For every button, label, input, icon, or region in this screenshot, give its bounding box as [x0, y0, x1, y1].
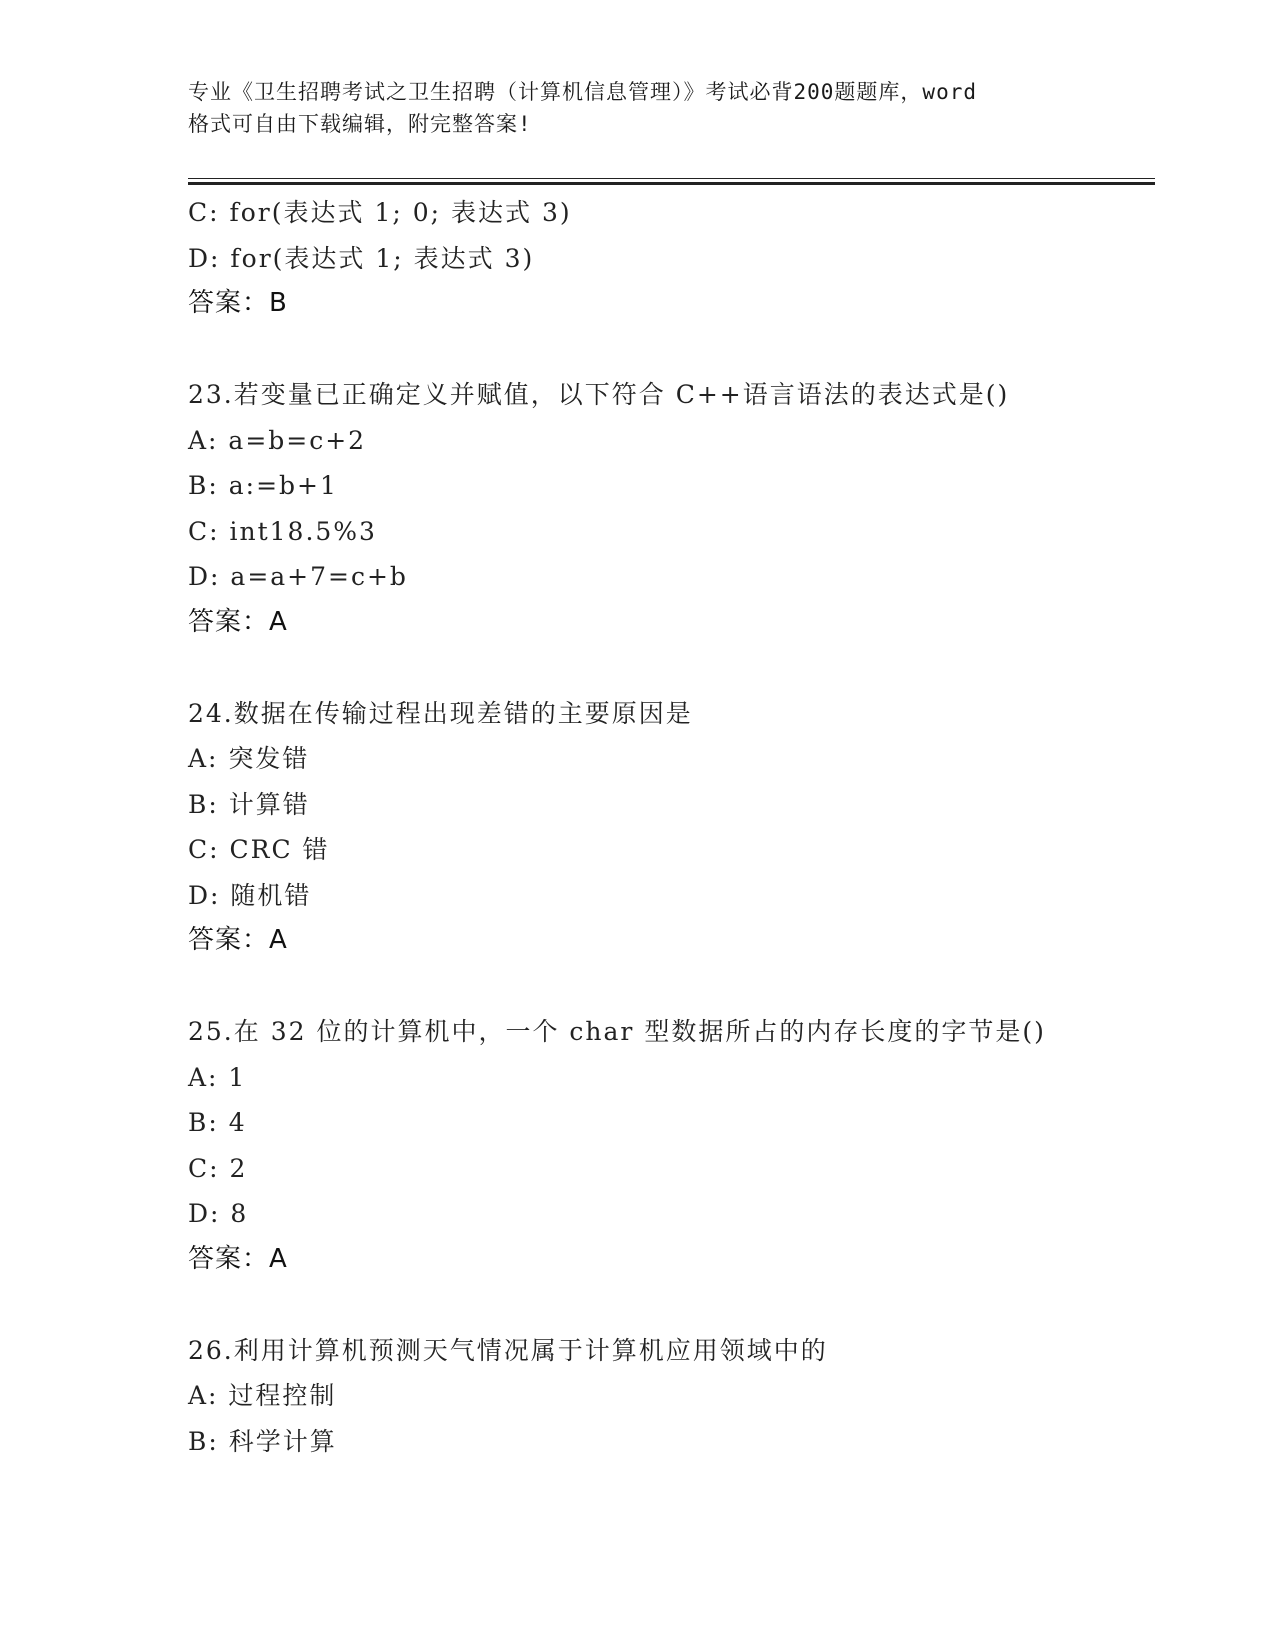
- question-25: [188, 1009, 1155, 1282]
- option-c: C: int18.5%3: [188, 516, 377, 546]
- question-stem: 26.利用计算机预测天气情况属于计算机应用领域中的: [188, 1335, 828, 1365]
- answer-label: 答案：A: [188, 1243, 288, 1274]
- answer-label: 答案：A: [188, 606, 288, 637]
- question-spacer: [188, 1282, 1155, 1328]
- option-d: D: a=a+7=c+b: [188, 562, 408, 591]
- question-spacer: [188, 645, 1155, 691]
- question-26: [188, 1328, 1155, 1465]
- header-divider-thin: [188, 178, 1155, 179]
- answer-label: 答案：B: [188, 288, 288, 318]
- option-c: C: 2: [188, 1153, 248, 1183]
- option-d: D: 随机错: [188, 880, 312, 910]
- option-b: B: 4: [188, 1108, 247, 1137]
- option-c: C: for(表达式 1; 0; 表达式 3): [188, 198, 572, 227]
- option-a: A: 突发错: [188, 744, 310, 773]
- header-title-line-2: 格式可自由下载编辑，附完整答案!: [188, 112, 532, 136]
- option-a: A: 1: [188, 1062, 247, 1092]
- question-23: [188, 372, 1155, 645]
- option-b: B: a:=b+1: [188, 471, 338, 500]
- option-a: A: 过程控制: [188, 1381, 337, 1410]
- question-list: [188, 190, 1155, 1464]
- header-divider-thick: [188, 182, 1155, 185]
- option-b: B: 计算错: [188, 789, 310, 819]
- option-b: B: 科学计算: [188, 1426, 337, 1456]
- question-stem: 23.若变量已正确定义并赋值，以下符合 C++语言语法的表达式是(): [188, 380, 1010, 409]
- question-spacer: [188, 327, 1155, 373]
- document-header: [188, 76, 1088, 140]
- option-d: D: 8: [188, 1199, 249, 1228]
- header-title-line-1: 专业《卫生招聘考试之卫生招聘（计算机信息管理）》考试必背200题题库，word: [188, 80, 977, 104]
- question-24: [188, 691, 1155, 964]
- question-22-continued: [188, 190, 1155, 327]
- question-spacer: [188, 964, 1155, 1010]
- question-stem: 24.数据在传输过程出现差错的主要原因是: [188, 698, 693, 728]
- option-c: C: CRC 错: [188, 835, 330, 864]
- question-stem: 25.在 32 位的计算机中，一个 char 型数据所占的内存长度的字节是(): [188, 1017, 1046, 1046]
- option-d: D: for(表达式 1; 表达式 3): [188, 243, 535, 273]
- answer-label: 答案：A: [188, 925, 288, 955]
- option-a: A: a=b=c+2: [188, 425, 367, 455]
